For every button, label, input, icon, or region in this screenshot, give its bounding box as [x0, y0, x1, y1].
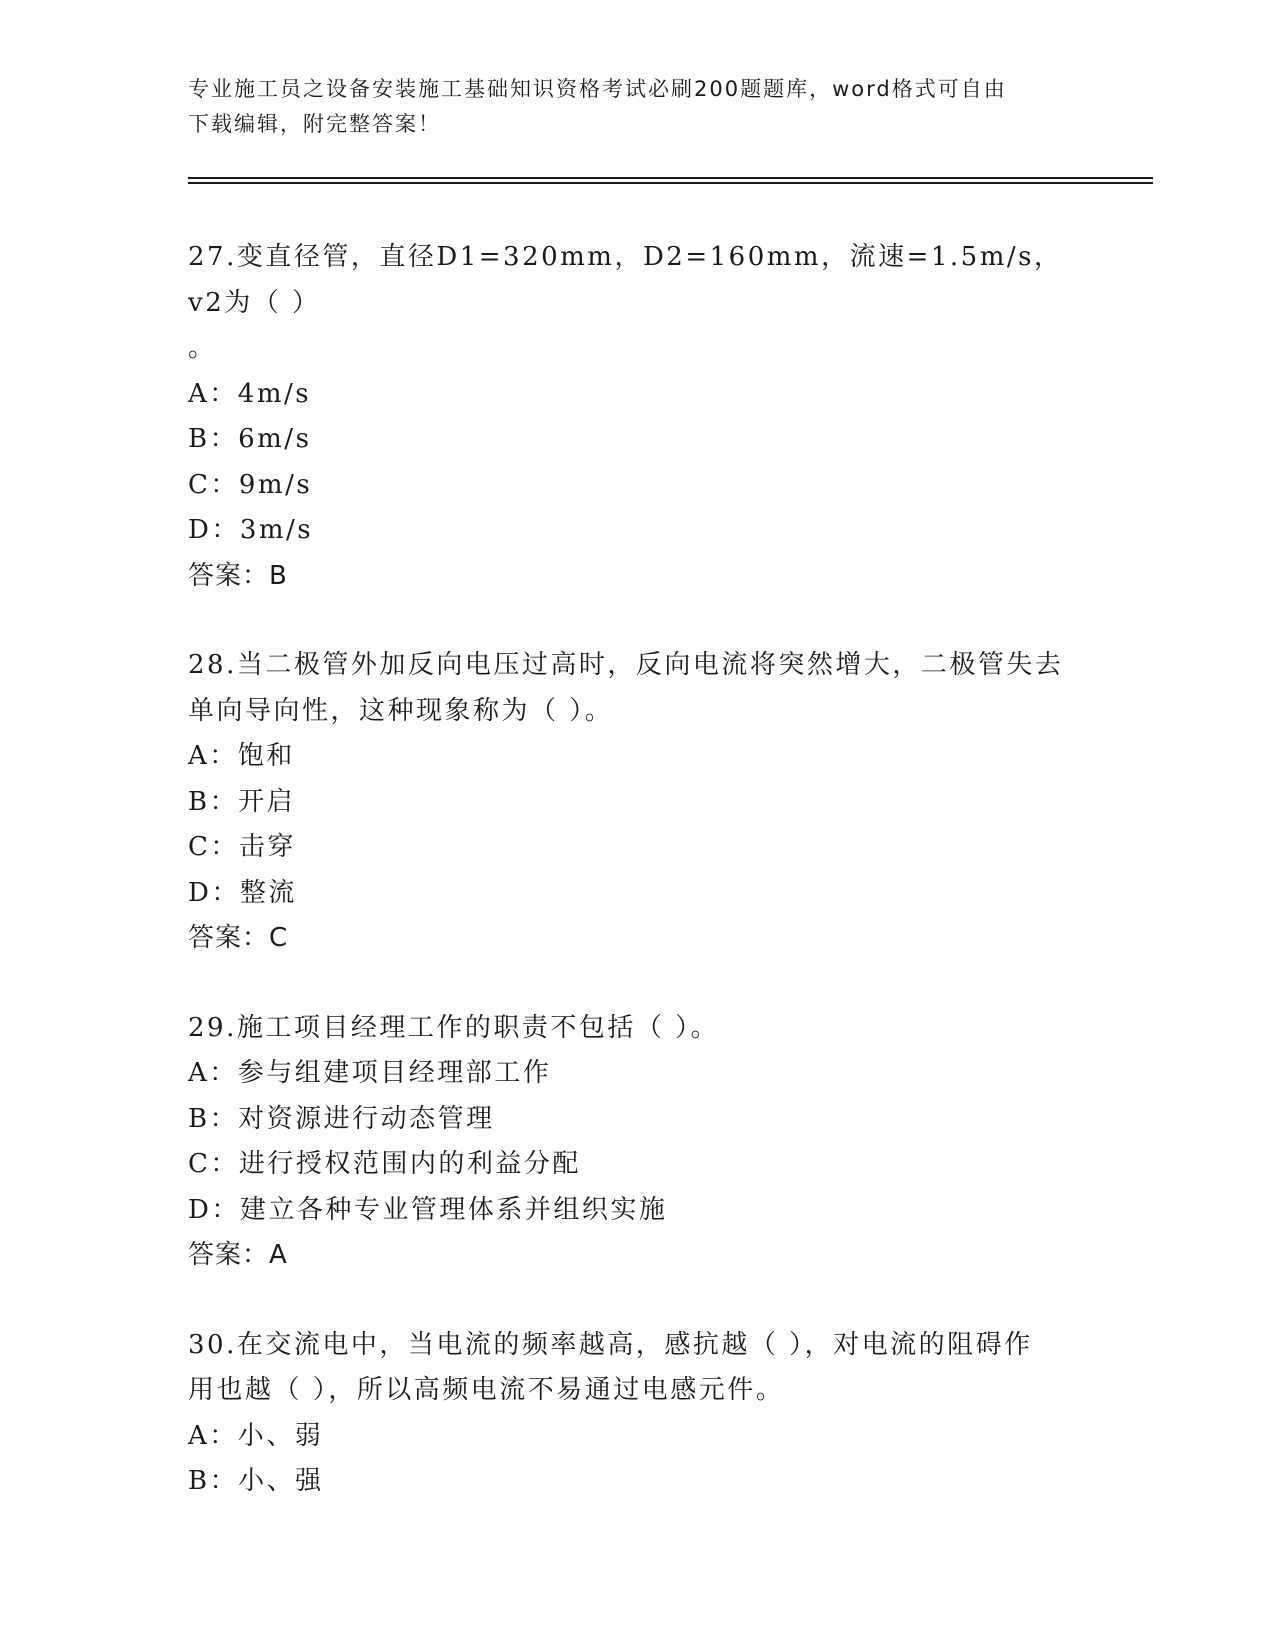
header-intro-line-1: 专业施工员之设备安装施工基础知识资格考试必刷200题题库，word格式可自由: [188, 77, 1007, 101]
header-intro-line-2: 下载编辑，附完整答案！: [188, 112, 441, 136]
question-stem-line-1: 28.当二极管外加反向电压过高时，反向电流将突然增大，二极管失去: [188, 650, 1064, 680]
option-d: D：整流: [188, 877, 297, 908]
question-29: [188, 1006, 1088, 1279]
option-c: C：击穿: [188, 832, 296, 862]
question-stem-line-1: 30.在交流电中，当电流的频率越高，感抗越（ ），对电流的阻碍作: [188, 1329, 1033, 1360]
question-stem-line-2: 。: [188, 333, 217, 363]
answer-line: 答案：A: [188, 1240, 288, 1270]
document-header: [188, 72, 1068, 142]
question-stem-line-1: 29.施工项目经理工作的职责不包括（ ）。: [188, 1012, 720, 1043]
header-divider-top: [188, 177, 1153, 179]
option-a: A：4m/s: [188, 378, 312, 409]
answer-line: 答案：C: [188, 923, 289, 953]
question-28: [188, 643, 1088, 962]
option-c: C：进行授权范围内的利益分配: [188, 1149, 581, 1179]
option-d: D：建立各种专业管理体系并组织实施: [188, 1194, 668, 1225]
option-b: B：开启: [188, 786, 296, 817]
question-stem-line-2: 用也越（ ），所以高频电流不易通过电感元件。: [188, 1375, 785, 1405]
question-stem-line-1: 27.变直径管，直径D1=320mm，D2=160mm，流速=1.5m/s，v2为（ ）: [188, 242, 1063, 318]
option-c: C：9m/s: [188, 469, 313, 500]
option-d: D：3m/s: [188, 515, 314, 545]
option-a: A：饱和: [188, 741, 295, 771]
option-b: B：小、强: [188, 1466, 324, 1496]
option-a: A：参与组建项目经理部工作: [188, 1058, 552, 1088]
question-list: [188, 235, 1088, 1549]
option-b: B：6m/s: [188, 424, 312, 454]
question-27: [188, 235, 1088, 599]
option-a: A：小、弱: [188, 1420, 324, 1451]
option-b: B：对资源进行动态管理: [188, 1103, 495, 1134]
question-stem-line-2: 单向导向性，这种现象称为（ ）。: [188, 695, 614, 726]
answer-line: 答案：B: [188, 560, 288, 591]
question-30: [188, 1323, 1088, 1505]
header-divider-bottom: [188, 182, 1153, 184]
